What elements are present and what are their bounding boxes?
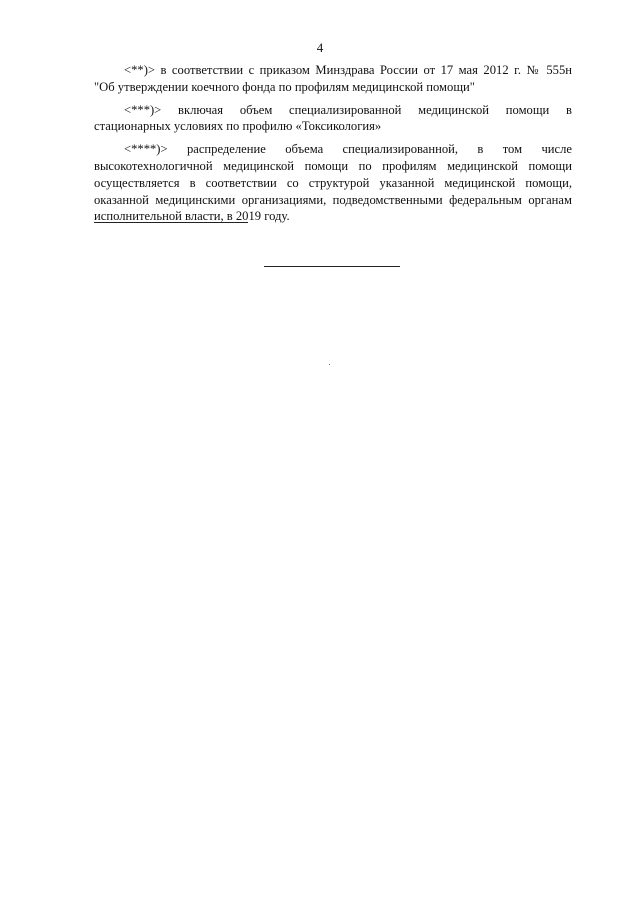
document-end-rule xyxy=(264,266,400,267)
page-number: 4 xyxy=(316,40,324,55)
footnote-line: осуществляется в соответствии со структурой указанной медицинской помощи, xyxy=(94,175,572,190)
footnote-line: <****)> распределение объема специализированной, в том числе xyxy=(124,142,572,157)
footnote-2 xyxy=(94,62,572,96)
footnote-line: высокотехнологичной медицинской помощи по профилям медицинской помощи xyxy=(94,158,572,173)
footnote-line: исполнительной власти, в 2019 году. xyxy=(94,209,290,224)
footnote-4 xyxy=(94,141,572,225)
footnote-line: стационарных условиях по профилю «Токсикология» xyxy=(94,119,382,134)
scan-speck xyxy=(329,364,330,365)
footnote-line: "Об утверждении коечного фонда по профилям медицинской помощи" xyxy=(94,79,475,94)
footnote-separator-rule xyxy=(94,222,248,223)
footnote-line: <***)> включая объем специализированной медицинской помощи в xyxy=(124,102,572,117)
footnote-line: <**)> в соответствии с приказом Минздрава России от 17 мая 2012 г. № 555н xyxy=(124,63,572,77)
footnotes xyxy=(94,62,572,231)
footnote-3 xyxy=(94,102,572,136)
footnote-line: оказанной медицинскими организациями, подведомственными федеральным органам xyxy=(94,192,572,207)
